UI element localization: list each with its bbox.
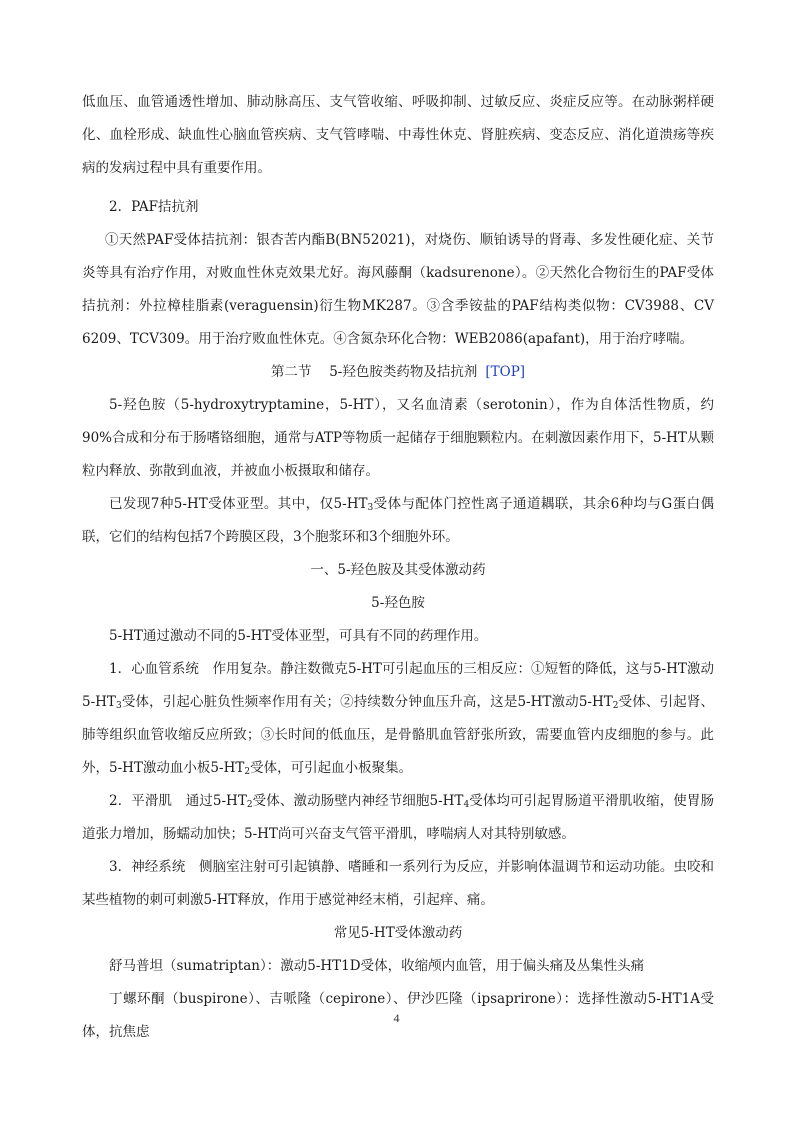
heading-paf-antagonists: 2．PAF拮抗剂 bbox=[109, 199, 199, 215]
subscript: 3 bbox=[367, 503, 374, 513]
drug-buspirone: 丁螺环酮（buspirone）、吉哌隆（cepirone）、伊沙匹隆（ipsaprirone）：选择性激动5-HT1A受体，抗焦虑 bbox=[82, 991, 714, 1040]
text-segment: 受体，可引起血小板聚集。 bbox=[250, 760, 413, 776]
subscript: 4 bbox=[463, 800, 470, 810]
subheading-agonists: 一、5-羟色胺及其受体激动药 bbox=[310, 562, 486, 578]
document-body bbox=[82, 86, 714, 1049]
paragraph-cardiovascular bbox=[82, 653, 714, 785]
paragraph-5ht-receptors bbox=[82, 488, 714, 554]
text-segment: 受体与配体门控性离子通道耦联，其余6种均与G蛋白偶联，它们的结构包括7个跨膜区段，3个胞浆环和3个细胞外环。 bbox=[82, 496, 714, 545]
text-segment: 受体、引起肾、肺等组织血管收缩反应所致；③长时间的低血压，是骨骼肌血管舒张所致，需要血管内皮细胞的参与。此外，5-HT激动血小板5-HT bbox=[82, 694, 715, 776]
paragraph-smooth-muscle bbox=[82, 785, 714, 851]
subscript: 2 bbox=[246, 800, 253, 810]
subscript: 3 bbox=[115, 701, 122, 711]
section-title-row bbox=[82, 356, 714, 389]
text-segment: 2．平滑肌 通过5-HT bbox=[109, 793, 247, 809]
subheading-5ht: 5-羟色胺 bbox=[371, 595, 425, 611]
subheading-common-agonists: 常见5-HT受体激动药 bbox=[333, 925, 463, 941]
paragraph-5ht-definition: 5-羟色胺（5-hydroxytryptamine，5-HT），又名血清素（serotonin），作为自体活性物质，约90%合成和分布于肠嗜铬细胞，通常与ATP等物质一起储存于细胞颗粒内。在刺激因素作用下，5-HT从颗粒内释放、弥散到血液，并被血小板摄取和储存。 bbox=[82, 397, 714, 479]
paragraph-5ht-intro: 5-HT通过激动不同的5-HT受体亚型，可具有不同的药理作用。 bbox=[109, 628, 488, 644]
subscript: 2 bbox=[244, 767, 251, 777]
text-segment: 受体，引起心脏负性频率作用有关；②持续数分钟血压升高，这是5-HT激动5-HT bbox=[121, 694, 613, 710]
drug-sumatriptan: 舒马普坦（sumatriptan）：激动5-HT1D受体，收缩颅内血管，用于偏头痛及丛集性头痛 bbox=[109, 958, 645, 974]
top-link[interactable]: [TOP] bbox=[485, 364, 526, 380]
text-segment: 1．心血管系统 作用复杂。静注数微克5-HT可引起血压的三相反应：①短暂的降低，这与5-HT激动5-HT bbox=[82, 661, 714, 710]
subscript: 2 bbox=[612, 701, 619, 711]
paragraph-paf-effects: 低血压、血管通透性增加、肺动脉高压、支气管收缩、呼吸抑制、过敏反应、炎症反应等。在动脉粥样硬化、血栓形成、缺血性心脑血管疾病、支气管哮喘、中毒性休克、肾脏疾病、变态反应、消化道溃疡等疾病的发病过程中具有重要作用。 bbox=[82, 94, 714, 176]
text-segment: 受体均可引起胃肠道平滑肌收缩，使胃肠道张力增加，肠蠕动加快；5-HT尚可兴奋支气管平滑肌，哮喘病人对其特别敏感。 bbox=[82, 793, 714, 842]
text-segment: 已发现7种5-HT受体亚型。其中，仅5-HT bbox=[109, 496, 368, 512]
section-title: 第二节 5-羟色胺类药物及拮抗剂 bbox=[270, 364, 478, 380]
page-number: 4 bbox=[393, 1011, 400, 1025]
paragraph-nervous-system: 3．神经系统 侧脑室注射可引起镇静、嗜睡和一系列行为反应，并影响体温调节和运动功能。虫咬和某些植物的刺可刺激5-HT释放，作用于感觉神经末梢，引起痒、痛。 bbox=[82, 859, 714, 908]
paragraph-paf-antagonists: ①天然PAF受体拮抗剂：银杏苦内酯B(BN52021)，对烧伤、顺铂诱导的肾毒、多发性硬化症、关节炎等具有治疗作用，对败血性休克效果尤好。海风藤酮（kadsurenone）。②天然化合物衍生的PAF受体拮抗剂：外拉樟桂脂素(veraguensin)衍生物MK287。③含季铵盐的PAF结构类似物：CV3988、CV 6209、TCV309。用于治疗败血性休克。④含氮杂环化合物：WEB2086(apafant)，用于治疗哮喘。 bbox=[82, 232, 714, 347]
text-segment: 受体、激动肠壁内神经节细胞5-HT bbox=[252, 793, 464, 809]
